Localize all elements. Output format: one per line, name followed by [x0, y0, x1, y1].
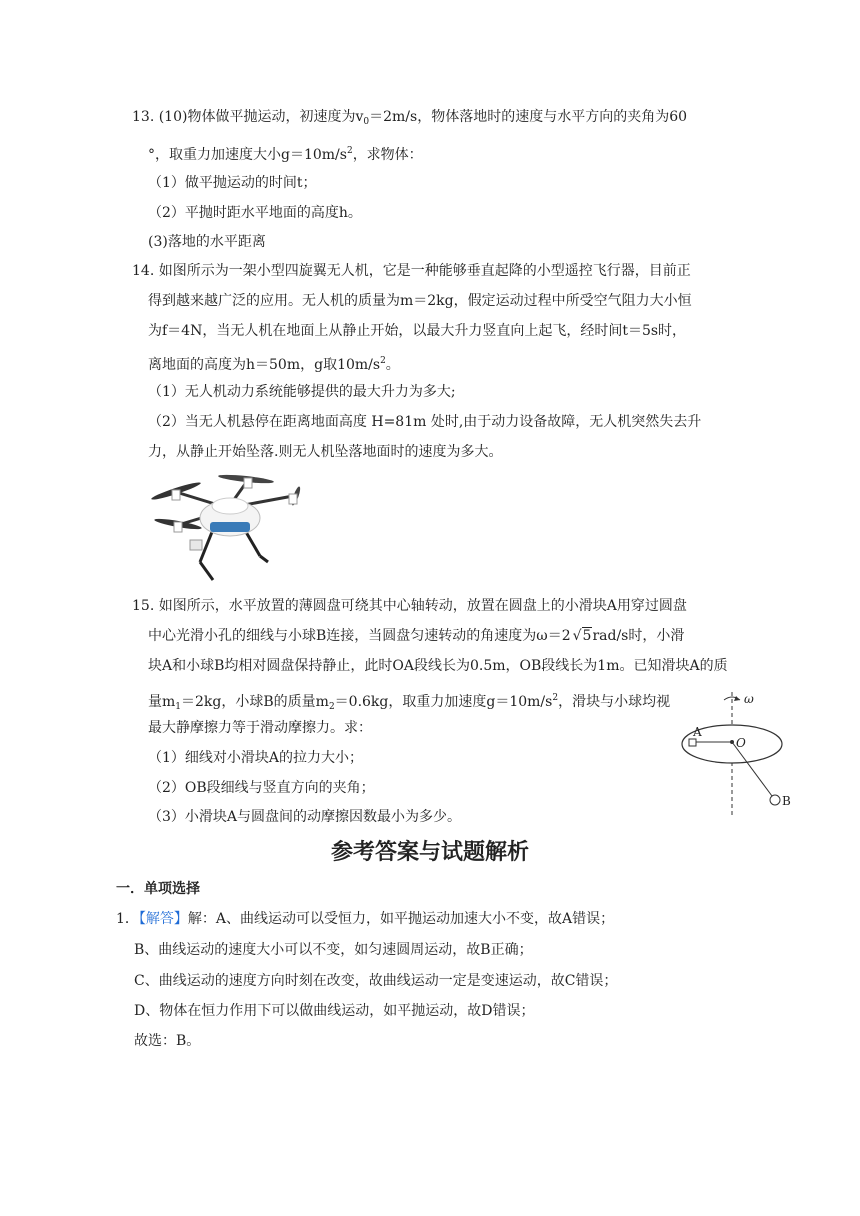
rotating-disc-figure [676, 688, 806, 820]
omega-label: ω [744, 692, 754, 706]
q15-part-1: （1）细线对小滑块A的拉力大小； [148, 750, 364, 766]
q15-line-4: 量$m_1=2kg$，小球B的质量$m_2=0.6kg$，取重力加速度$g=10m/s^2$，滑块与小球均视 [148, 693, 671, 712]
q15-line-5: 最大静摩擦力等于滑动摩擦力。求： [148, 720, 372, 736]
q15-line-2: 中心光滑小孔的细线与小球B连接，当圆盘匀速转动的角速度为ω＝2 √5rad/s时，小滑 [148, 628, 685, 644]
q14-part-2a: （2）当无人机悬停在距离地面高度 H=81m 处时,由于动力设备故障，无人机突然失去升 [148, 414, 702, 430]
point-a-label: A [693, 725, 702, 739]
sqrt-symbol: √5 [572, 628, 592, 644]
q14-line-2: 得到越来越广泛的应用。无人机的质量为m＝2kg，假定运动过程中所受空气阻力大小恒 [148, 293, 692, 309]
q13-line-1: 13. (10)物体做平抛运动，初速度为$v_0=2m/s$，物体落地时的速度与水平方向的夹角为60 [132, 109, 688, 127]
point-b-label: B [782, 794, 791, 808]
answer-1-line-c: C、曲线运动的速度方向时刻在改变，故曲线运动一定是变速运动，故C错误； [134, 973, 618, 989]
q13-line-2: °，取重力加速度大小$g=10m/s^2$，求物体： [148, 146, 423, 163]
answer-1-line-1: 1．【解答】解：A、曲线运动可以受恒力，如平抛运动加速大小不变，故A错误； [116, 911, 615, 927]
drone-image [148, 470, 308, 585]
q14-part-2b: 力，从静止开始坠落.则无人机坠落地面时的速度为多大。 [148, 444, 503, 460]
answers-heading: 参考答案与试题解析 [330, 840, 529, 865]
q14-part-1: （1）无人机动力系统能够提供的最大升力为多大; [148, 384, 456, 400]
q13-part-2: （2）平抛时距水平地面的高度h。 [148, 205, 362, 221]
q14-line-1: 14. 如图所示为一架小型四旋翼无人机，它是一种能够垂直起降的小型遥控飞行器，目前正 [132, 263, 691, 279]
q13-part-1: （1）做平抛运动的时间t； [148, 175, 317, 191]
answer-1-line-d: D、物体在恒力作用下可以做曲线运动，如平抛运动，故D错误； [134, 1003, 535, 1019]
q15-line-3: 块A和小球B均相对圆盘保持静止，此时OA段线长为0.5m，OB段线长为1m。已知滑块A的质 [148, 658, 728, 674]
q14-line-3: 为f＝4N，当无人机在地面上从静止开始，以最大升力竖直向上起飞，经时间t＝5s时， [148, 323, 687, 339]
answer-1-line-b: B、曲线运动的速度大小可以不变，如匀速圆周运动，故B正确； [134, 942, 533, 958]
q15-part-3: （3）小滑块A与圆盘间的动摩擦因数最小为多少。 [148, 809, 462, 825]
answer-tag: 【解答】 [138, 911, 188, 927]
q15-line-1: 15. 如图所示，水平放置的薄圆盘可绕其中心轴转动，放置在圆盘上的小滑块A用穿过圆盘 [132, 598, 687, 614]
q13-part-3: (3)落地的水平距离 [148, 234, 266, 250]
point-o-label: O [736, 736, 746, 750]
q14-line-4: 离地面的高度为h＝50m，g取$10m/s^2$。 [148, 356, 400, 373]
q15-part-2: （2）OB段细线与竖直方向的夹角； [148, 780, 375, 796]
answer-1-line-e: 故选：B。 [134, 1033, 201, 1049]
section-single-choice: 一．单项选择 [116, 881, 200, 897]
